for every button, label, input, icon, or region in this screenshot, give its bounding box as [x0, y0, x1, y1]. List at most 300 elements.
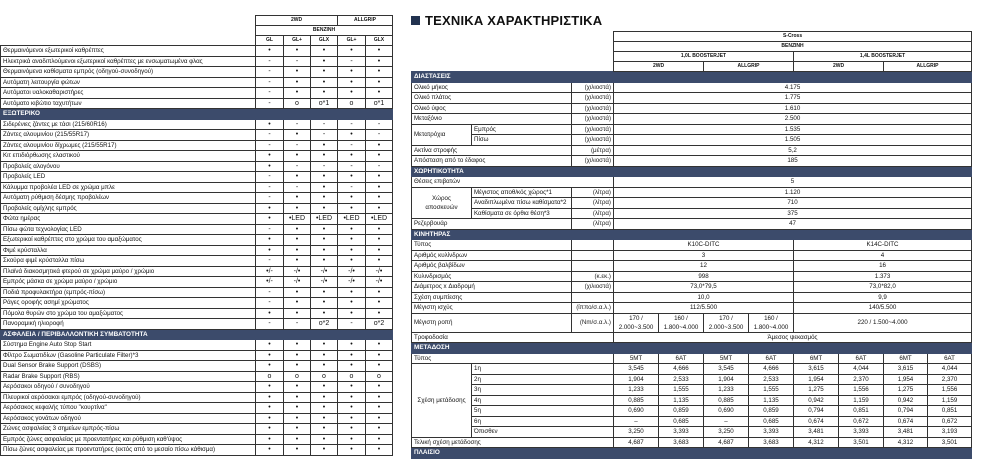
equipment-value: -	[338, 182, 366, 193]
spec-row	[412, 282, 972, 293]
equipment-value: •	[284, 235, 311, 246]
transmission-type: 5MT	[614, 353, 659, 364]
equipment-value: o*1	[311, 98, 338, 109]
final-ratio: 3,683	[659, 437, 704, 448]
equipment-value: •	[311, 46, 338, 57]
equipment-value: •	[338, 77, 366, 88]
final-ratio: 3,683	[749, 437, 794, 448]
torque-rpm: 1.800~4.000	[663, 323, 699, 331]
spec-unit: (χιλιοστά)	[572, 114, 614, 125]
gear-label: 5η	[472, 406, 614, 417]
equipment-row	[1, 287, 393, 298]
equipment-value: o	[284, 98, 311, 109]
equipment-value: •	[311, 361, 338, 372]
gear-ratio: 4,044	[928, 364, 972, 375]
equipment-value: •	[256, 46, 284, 57]
spec-label: Κυλινδρισμός	[412, 271, 572, 282]
equipment-value: -	[256, 172, 284, 183]
equipment-value: -	[338, 119, 366, 130]
equipment-row	[1, 46, 393, 57]
gear-ratio: 2,370	[839, 374, 884, 385]
equipment-value: -	[284, 56, 311, 67]
equipment-row	[1, 256, 393, 267]
equipment-value: •	[338, 172, 366, 183]
equipment-value: •	[366, 340, 393, 351]
equipment-value: •	[284, 340, 311, 351]
spec-section-title: ΜΕΤΑΔΟΣΗ	[412, 343, 972, 354]
equipment-value: •	[311, 88, 338, 99]
spec-row	[412, 240, 972, 251]
spec-value: 16	[794, 261, 972, 272]
equipment-value: •	[284, 77, 311, 88]
spec-row	[412, 82, 972, 93]
final-ratio: 4,687	[704, 437, 749, 448]
equipment-value: •	[284, 256, 311, 267]
gear-ratio: 2,533	[749, 374, 794, 385]
spec-value: 73,0*82,0	[794, 282, 972, 293]
spec-row	[412, 250, 972, 261]
equipment-value: •	[366, 308, 393, 319]
equipment-value: •	[284, 287, 311, 298]
specs-header-model	[412, 32, 972, 42]
equipment-value: •	[284, 172, 311, 183]
spec-unit: (χιλιοστά)	[572, 135, 614, 146]
equipment-value: •	[256, 151, 284, 162]
torque-value: 170 /	[629, 314, 643, 322]
equipment-value: •	[366, 56, 393, 67]
spec-section-row	[412, 343, 972, 354]
equipment-row	[1, 361, 393, 372]
equipment-value: -/•	[366, 277, 393, 288]
equipment-row	[1, 119, 393, 130]
equipment-value: •	[338, 392, 366, 403]
equipment-value: •	[338, 445, 366, 456]
equipment-value: •	[284, 445, 311, 456]
equipment-value: •	[256, 308, 284, 319]
equipment-row	[1, 235, 393, 246]
spec-row	[412, 332, 972, 343]
header-2wd: 2WD	[256, 16, 338, 26]
equipment-row	[1, 340, 393, 351]
gear-ratio: 0,885	[704, 395, 749, 406]
gear-ratio: 3,545	[614, 364, 659, 375]
trim-header: GLX	[366, 36, 393, 46]
equipment-value: •	[338, 403, 366, 414]
equipment-value: •	[338, 308, 366, 319]
equipment-value: •	[284, 382, 311, 393]
specs-title	[411, 13, 602, 27]
spec-row	[412, 437, 972, 448]
equipment-row	[1, 182, 393, 193]
spec-row	[412, 103, 972, 114]
final-ratio: 4,687	[614, 437, 659, 448]
equipment-value: •	[366, 224, 393, 235]
transmission-type: 6MT	[794, 353, 839, 364]
equipment-value: -	[256, 56, 284, 67]
spec-label: Τύπος	[412, 353, 614, 364]
section-header-row	[1, 329, 393, 340]
spec-unit: (χιλιοστά)	[572, 103, 614, 114]
equipment-value: •	[284, 308, 311, 319]
header-fuel: BENZINH	[256, 26, 393, 36]
spec-row	[412, 219, 972, 230]
equipment-value: •	[256, 214, 284, 225]
equipment-row	[1, 382, 393, 393]
equipment-row	[1, 298, 393, 309]
gear-ratio: 3,393	[749, 427, 794, 438]
spec-unit: (χιλιοστά)	[572, 124, 614, 135]
equipment-label: Σύστημα Engine Auto Stop Start	[1, 340, 256, 351]
spec-sublabel: Καθίσματα σε όρθια θέση*3	[472, 208, 572, 219]
equipment-label: Ράγες οροφής ασημί χρώματος	[1, 298, 256, 309]
equipment-value: -	[311, 119, 338, 130]
transmission-type: 6AT	[659, 353, 704, 364]
equipment-value: •	[366, 413, 393, 424]
drive-header: 2WD	[614, 62, 704, 72]
equipment-value: •	[338, 46, 366, 57]
equipment-value: -	[256, 298, 284, 309]
equipment-value: o	[256, 371, 284, 382]
equipment-label: Αερόσακοι οδηγού / συνοδηγού	[1, 382, 256, 393]
gear-ratio: 0,690	[704, 406, 749, 417]
equipment-row	[1, 434, 393, 445]
equipment-label: Πόμολα θυρών στο χρώμα του αμαξώματος	[1, 308, 256, 319]
equipment-label: Σκούρα φιμέ κρύσταλλα πίσω	[1, 256, 256, 267]
equipment-value: •	[366, 256, 393, 267]
equipment-value: •LED	[284, 214, 311, 225]
gear-label: 2η	[472, 374, 614, 385]
equipment-value: •	[284, 151, 311, 162]
equipment-row	[1, 266, 393, 277]
spec-label: Σχέση μετάδοσης	[412, 364, 472, 438]
spec-row	[412, 156, 972, 167]
gear-ratio: 1,954	[884, 374, 928, 385]
equipment-value: •/-	[256, 277, 284, 288]
equipment-row	[1, 403, 393, 414]
equipment-row	[1, 308, 393, 319]
equipment-value: -	[256, 193, 284, 204]
spec-label: Ρεζερβουάρ	[412, 219, 572, 230]
gear-row	[412, 395, 972, 406]
equipment-label: Πίσω ζώνες ασφαλείας με προεντατήρες (εκτός από το μεσαίο πίσω κάθισμα)	[1, 445, 256, 456]
specs-header-drive	[412, 62, 972, 72]
spec-value: 1.505	[614, 135, 972, 146]
transmission-type: 6MT	[884, 353, 928, 364]
equipment-value: -/•	[311, 266, 338, 277]
spec-label: Ολικό πλάτος	[412, 93, 572, 104]
equipment-value: •	[284, 224, 311, 235]
spec-value: 47	[614, 219, 972, 230]
spec-unit: (λίτρα)	[572, 208, 614, 219]
equipment-value: •	[311, 445, 338, 456]
equipment-value: •	[284, 46, 311, 57]
spec-value: 1.775	[614, 93, 972, 104]
equipment-value: -	[284, 319, 311, 330]
equipment-value: -	[256, 77, 284, 88]
equipment-value: -	[256, 98, 284, 109]
spec-unit: (κ.εκ.)	[572, 271, 614, 282]
equipment-value: •	[284, 88, 311, 99]
gear-row	[412, 364, 972, 375]
equipment-value: •	[311, 67, 338, 78]
equipment-value: •	[284, 203, 311, 214]
equipment-value: •	[256, 340, 284, 351]
spec-unit: (χιλιοστά)	[572, 82, 614, 93]
equipment-panel	[3, 15, 395, 456]
gear-ratio: 1,275	[794, 385, 839, 396]
spec-row	[412, 271, 972, 282]
spec-value: 1.373	[794, 271, 972, 282]
gear-ratio: 1,135	[749, 395, 794, 406]
specs-table	[411, 31, 972, 459]
equipment-value: •	[366, 193, 393, 204]
equipment-value: •	[338, 203, 366, 214]
gear-label: Όπισθεν	[472, 427, 614, 438]
equipment-value: •	[311, 392, 338, 403]
equipment-value: •	[284, 413, 311, 424]
equipment-value: o	[338, 371, 366, 382]
equipment-value: •	[256, 350, 284, 361]
gear-ratio: 2,370	[928, 374, 972, 385]
equipment-value: •	[366, 172, 393, 183]
equipment-value: •	[256, 382, 284, 393]
equipment-row	[1, 350, 393, 361]
equipment-value: •/-	[256, 266, 284, 277]
equipment-label: Αερόσακος κεφαλής τύπου "κουρτίνα"	[1, 403, 256, 414]
gear-row	[412, 385, 972, 396]
gear-row	[412, 416, 972, 427]
equipment-value: •	[366, 298, 393, 309]
gear-label: 4η	[472, 395, 614, 406]
equipment-value: •	[366, 287, 393, 298]
equipment-value: •	[338, 224, 366, 235]
equipment-label: Προβολείς αλογόνου	[1, 161, 256, 172]
spec-sublabel: Μέγιστος αποθ/κός χώρος*1	[472, 187, 572, 198]
spec-unit	[572, 292, 614, 303]
gear-ratio: 0,672	[928, 416, 972, 427]
equipment-value: •	[284, 245, 311, 256]
spec-value: K14C-DITC	[794, 240, 972, 251]
equipment-label: Πλαϊνά διακοσμητικά φτερού σε χρώμα μαύρο / χρώμιο	[1, 266, 256, 277]
spec-row	[412, 177, 972, 188]
drive-header: 2WD	[794, 62, 884, 72]
equipment-value: •	[366, 77, 393, 88]
equipment-value: •	[311, 56, 338, 67]
equipment-value: •	[311, 424, 338, 435]
equipment-value: •	[366, 350, 393, 361]
equipment-row	[1, 151, 393, 162]
torque-rpm: 1.800~4.000	[753, 323, 789, 331]
transmission-type: 5MT	[704, 353, 749, 364]
equipment-row	[1, 193, 393, 204]
gear-ratio: 1,556	[928, 385, 972, 396]
equipment-label: Εμπρός ζώνες ασφαλείας με προεντατήρες και ρύθμιση καθ'ύψος	[1, 434, 256, 445]
gear-ratio: 0,672	[839, 416, 884, 427]
spec-unit: (λίτρα)	[572, 187, 614, 198]
gear-ratio: 0,690	[614, 406, 659, 417]
equipment-value: •	[311, 235, 338, 246]
equipment-value: •	[256, 413, 284, 424]
equipment-label: Προβολείς LED	[1, 172, 256, 183]
spec-section-row	[412, 229, 972, 240]
equipment-value: •	[311, 382, 338, 393]
spec-row	[412, 353, 972, 364]
equipment-row	[1, 77, 393, 88]
spec-row-torque	[412, 313, 972, 332]
equipment-value: •LED	[338, 214, 366, 225]
equipment-row	[1, 130, 393, 141]
equipment-value: •	[256, 245, 284, 256]
luggage-label-line: αποσκευών	[425, 203, 458, 211]
equipment-value: •LED	[311, 214, 338, 225]
equipment-value: •	[256, 424, 284, 435]
specs-header-engine	[412, 52, 972, 62]
spec-label: Διάμετρος x Διαδρομή	[412, 282, 572, 293]
gear-label: 3η	[472, 385, 614, 396]
equipment-value: -	[366, 119, 393, 130]
equipment-value: -	[256, 140, 284, 151]
spec-value: 375	[614, 208, 972, 219]
equipment-value: •	[311, 140, 338, 151]
spec-value: Άμεσος ψεκασμός	[614, 332, 972, 343]
spec-label: Ολικό ύψος	[412, 103, 572, 114]
equipment-row	[1, 319, 393, 330]
spec-unit: (μέτρα)	[572, 145, 614, 156]
equipment-value: -	[284, 140, 311, 151]
equipment-header-fuel	[1, 26, 393, 36]
gear-ratio: 1,135	[659, 395, 704, 406]
spec-value: 140/5.500	[794, 303, 972, 314]
spec-label: Μέγιστη ροπή	[412, 313, 572, 332]
equipment-label: Πανοραμική ηλιοροφή	[1, 319, 256, 330]
gear-ratio: 0,859	[659, 406, 704, 417]
spec-label	[412, 187, 472, 219]
equipment-row	[1, 67, 393, 78]
gear-ratio: 1,159	[928, 395, 972, 406]
equipment-value: o*2	[366, 319, 393, 330]
equipment-value: •	[284, 298, 311, 309]
equipment-label: Ποδιά προφυλακτήρα (εμπρός-πίσω)	[1, 287, 256, 298]
equipment-value: •	[256, 235, 284, 246]
gear-ratio: 3,615	[794, 364, 839, 375]
equipment-value: •	[311, 298, 338, 309]
spec-value: 10,0	[614, 292, 794, 303]
gear-ratio: 1,556	[839, 385, 884, 396]
equipment-row	[1, 277, 393, 288]
spec-label: Απόσταση από το έδαφος	[412, 156, 572, 167]
trim-header: GL+	[284, 36, 311, 46]
equipment-value: •	[338, 88, 366, 99]
equipment-value: •	[311, 434, 338, 445]
gear-ratio: 1,555	[749, 385, 794, 396]
equipment-value: •	[366, 382, 393, 393]
equipment-value: •	[338, 193, 366, 204]
equipment-value: o	[284, 371, 311, 382]
transmission-type: 6AT	[839, 353, 884, 364]
equipment-value: •	[338, 340, 366, 351]
spec-row	[412, 187, 972, 198]
spec-section-title: ΚΙΝΗΤΗΡΑΣ	[412, 229, 972, 240]
equipment-value: •	[338, 298, 366, 309]
equipment-label: Ζάντες αλουμινίου δίχρωμες (215/55R17)	[1, 140, 256, 151]
equipment-row	[1, 172, 393, 183]
trim-header: GLX	[311, 36, 338, 46]
spec-value: 9,9	[794, 292, 972, 303]
equipment-value: •	[284, 130, 311, 141]
equipment-label: Σιδερένιες ζάντες με τάσι (215/60R16)	[1, 119, 256, 130]
gear-ratio: 4,044	[839, 364, 884, 375]
equipment-value: •	[366, 88, 393, 99]
torque-rpm: 2.000~3.500	[618, 323, 654, 331]
spec-section-title: ΠΛΑΙΣΙΟ	[412, 448, 972, 459]
trim-header: GL	[256, 36, 284, 46]
equipment-value: •	[284, 350, 311, 361]
equipment-value: •	[256, 434, 284, 445]
section-title: ΕΞΩΤΕΡΙΚΟ	[1, 109, 393, 120]
torque-cell	[704, 313, 749, 332]
equipment-value: •	[338, 382, 366, 393]
equipment-value: •	[338, 424, 366, 435]
equipment-value: -	[366, 161, 393, 172]
equipment-label: Φίλτρο Σωματιδίων (Gasoline Particulate Filter)*3	[1, 350, 256, 361]
equipment-label: Πλευρικοί αερόσακοι εμπρός (οδηγού-συνοδηγού)	[1, 392, 256, 403]
torque-cell	[749, 313, 794, 332]
spec-section-title: ΔΙΑΣΤΑΣΕΙΣ	[412, 72, 972, 83]
spec-row	[412, 114, 972, 125]
spec-unit	[572, 261, 614, 272]
fuel-header: BENZINH	[614, 42, 972, 52]
equipment-value: •	[284, 403, 311, 414]
equipment-row	[1, 214, 393, 225]
equipment-label: Αερόσακος γονάτων οδηγού	[1, 413, 256, 424]
spec-unit: (λίτρα)	[572, 198, 614, 209]
equipment-row	[1, 203, 393, 214]
equipment-value: o*1	[366, 98, 393, 109]
spec-value: 220 / 1.500~4.000	[794, 313, 972, 332]
spec-sublabel: Αναδιπλωμένα πίσω καθίσματα*2	[472, 198, 572, 209]
equipment-row	[1, 140, 393, 151]
equipment-value: -	[284, 161, 311, 172]
equipment-value: •	[338, 67, 366, 78]
spec-unit: (χιλιοστά)	[572, 156, 614, 167]
equipment-value: •	[311, 287, 338, 298]
equipment-value: •	[311, 308, 338, 319]
spec-unit: (Nm/σ.α.λ.)	[572, 313, 614, 332]
equipment-value: •	[338, 151, 366, 162]
final-ratio: 4,312	[794, 437, 839, 448]
gear-label: 1η	[472, 364, 614, 375]
gear-ratio: 1,159	[839, 395, 884, 406]
equipment-value: •	[256, 161, 284, 172]
gear-ratio: 1,233	[614, 385, 659, 396]
gear-ratio: 4,666	[659, 364, 704, 375]
spec-value: 73,0*79,5	[614, 282, 794, 293]
equipment-header-drive	[1, 16, 393, 26]
spec-label: Μετατρόχια	[412, 124, 472, 145]
equipment-label: Φιμέ κρύσταλλα	[1, 245, 256, 256]
gear-ratio: 3,615	[884, 364, 928, 375]
torque-cell	[614, 313, 659, 332]
equipment-value: -	[338, 56, 366, 67]
gear-ratio: 0,674	[884, 416, 928, 427]
spec-row	[412, 198, 972, 209]
equipment-value: -	[256, 287, 284, 298]
equipment-label: Ζώνες ασφαλείας 3 σημείων εμπρός-πίσω	[1, 424, 256, 435]
equipment-value: •	[256, 119, 284, 130]
model-header: S-Cross	[614, 32, 972, 42]
equipment-value: •	[366, 403, 393, 414]
final-ratio: 4,312	[884, 437, 928, 448]
